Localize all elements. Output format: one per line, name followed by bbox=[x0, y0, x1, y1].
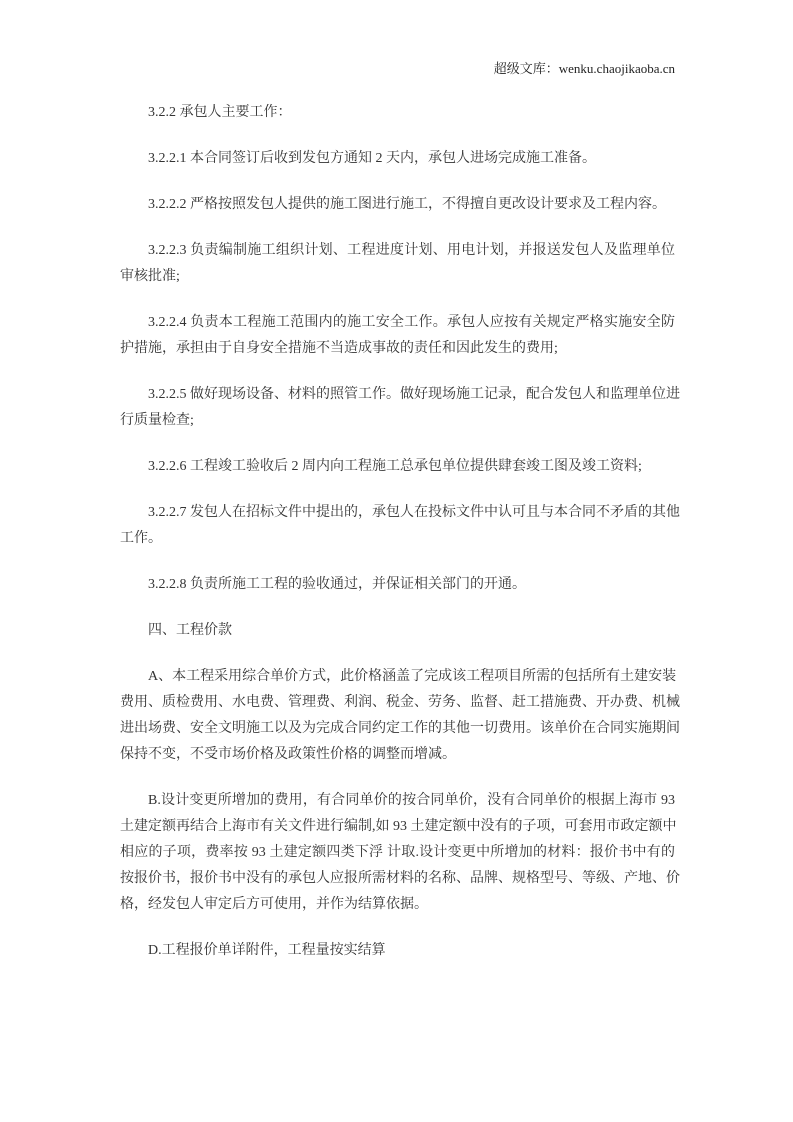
paragraph-line: 3.2.2.3 负责编制施工组织计划、工程进度计划、用电计划，并报送发包人及监理单位 bbox=[148, 243, 675, 258]
paragraph-line: 3.2.2.7 发包人在招标文件中提出的，承包人在投标文件中认可且与本合同不矛盾的其他 bbox=[148, 505, 680, 520]
paragraph-line: 进出场费、安全文明施工以及为完成合同约定工作的其他一切费用。该单价在合同实施期间 bbox=[120, 721, 680, 736]
paragraph bbox=[120, 100, 675, 126]
paragraph bbox=[120, 146, 675, 172]
paragraph bbox=[120, 310, 675, 362]
paragraph-line: 审核批准; bbox=[120, 269, 180, 284]
paragraph-line: 3.2.2.1 本合同签订后收到发包方通知 2 天内，承包人进场完成施工准备。 bbox=[148, 151, 596, 166]
paragraph bbox=[120, 938, 675, 964]
paragraph bbox=[120, 788, 680, 918]
paragraph bbox=[120, 572, 675, 598]
paragraph-line: 相应的子项，费率按 93 土建定额四类下浮 计取.设计变更中所增加的材料：报价书中有的 bbox=[120, 845, 675, 860]
paragraph-line: 护措施，承担由于自身安全措施不当造成事故的责任和因此发生的费用; bbox=[120, 341, 558, 356]
paragraph-line: A、本工程采用综合单价方式，此价格涵盖了完成该工程项目所需的包括所有土建安装 bbox=[148, 669, 677, 684]
paragraph bbox=[120, 192, 675, 218]
paragraph-line: 格，经发包人审定后方可使用，并作为结算依据。 bbox=[120, 897, 428, 912]
paragraph bbox=[120, 618, 675, 644]
paragraph-line: 3.2.2.6 工程竣工验收后 2 周内向工程施工总承包单位提供肆套竣工图及竣工资料; bbox=[148, 459, 642, 474]
paragraph-line: 3.2.2 承包人主要工作： bbox=[148, 105, 292, 120]
paragraph-line: 按报价书，报价书中没有的承包人应报所需材料的名称、品牌、规格型号、等级、产地、价 bbox=[120, 871, 680, 886]
paragraph bbox=[120, 238, 675, 290]
document-body bbox=[120, 100, 680, 984]
paragraph bbox=[120, 664, 680, 768]
paragraph-line: 3.2.2.8 负责所施工工程的验收通过，并保证相关部门的开通。 bbox=[148, 577, 526, 592]
paragraph-line: B.设计变更所增加的费用，有合同单价的按合同单价，没有合同单价的根据上海市 93 bbox=[148, 793, 675, 808]
paragraph bbox=[120, 500, 680, 552]
paragraph-line: 3.2.2.5 做好现场设备、材料的照管工作。做好现场施工记录，配合发包人和监理单位进 bbox=[148, 387, 680, 402]
paragraph-line: 行质量检查; bbox=[120, 413, 194, 428]
page-header-watermark: 超级文库：wenku.chaojikaoba.cn bbox=[493, 61, 675, 76]
paragraph-line: 3.2.2.2 严格按照发包人提供的施工图进行施工，不得擅自更改设计要求及工程内容。 bbox=[148, 197, 666, 212]
paragraph bbox=[120, 382, 680, 434]
paragraph-line: D.工程报价单详附件，工程量按实结算 bbox=[148, 943, 386, 958]
paragraph-line: 保持不变，不受市场价格及政策性价格的调整而增减。 bbox=[120, 747, 456, 762]
paragraph bbox=[120, 454, 675, 480]
paragraph-line: 费用、质检费用、水电费、管理费、利润、税金、劳务、监督、赶工措施费、开办费、机械 bbox=[120, 695, 680, 710]
paragraph-line: 四、工程价款 bbox=[148, 623, 232, 638]
paragraph-line: 工作。 bbox=[120, 531, 162, 546]
paragraph-line: 3.2.2.4 负责本工程施工范围内的施工安全工作。承包人应按有关规定严格实施安全防 bbox=[148, 315, 675, 330]
paragraph-line: 土建定额再结合上海市有关文件进行编制,如 93 土建定额中没有的子项，可套用市政定额中 bbox=[120, 819, 677, 834]
